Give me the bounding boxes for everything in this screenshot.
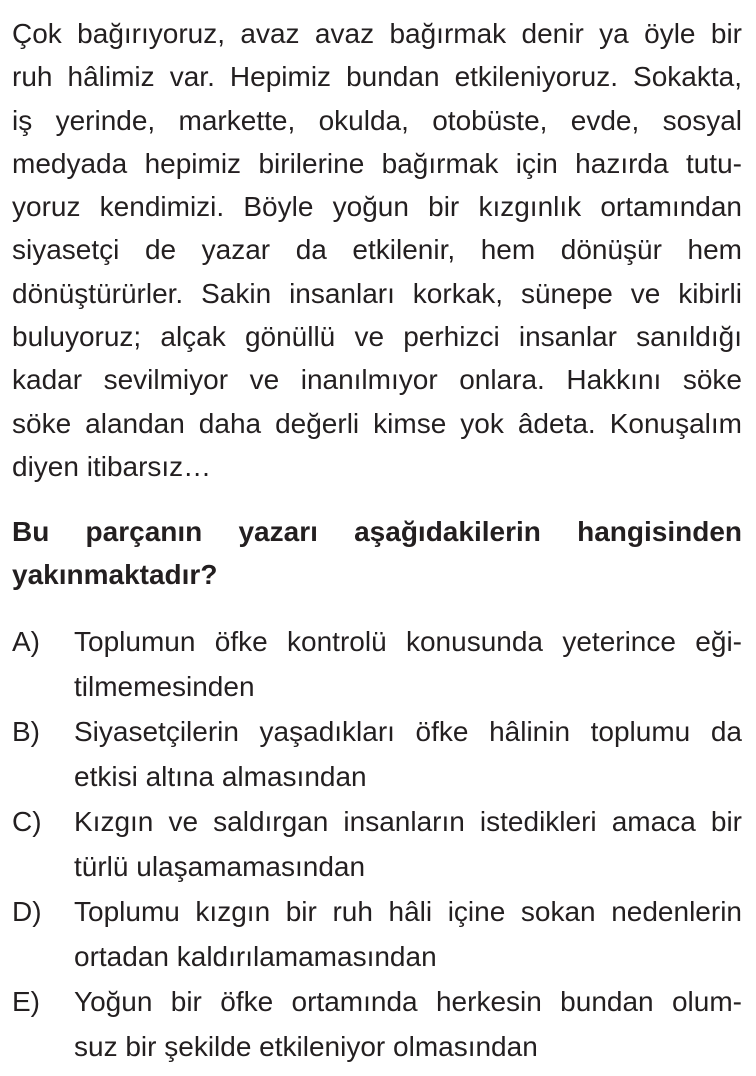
option-line: Toplumun öfke kontrolü konusunda yeterince eği- bbox=[74, 626, 742, 658]
option-d[interactable] bbox=[12, 890, 742, 980]
passage-line: ruh hâlimiz var. Hepimiz bundan etkileniyoruz. Sokakta, bbox=[12, 61, 742, 93]
option-line: Yoğun bir öfke ortamında herkesin bundan olum- bbox=[74, 986, 742, 1018]
option-line: Siyasetçilerin yaşadıkları öfke hâlinin toplumu da bbox=[74, 716, 742, 748]
option-line: etkisi altına almasından bbox=[74, 761, 367, 793]
reading-passage bbox=[12, 12, 742, 488]
option-letter: D) bbox=[12, 896, 42, 928]
option-c[interactable] bbox=[12, 800, 742, 890]
option-letter: B) bbox=[12, 716, 40, 748]
option-letter: E) bbox=[12, 986, 40, 1018]
passage-line: söke alandan daha değerli kimse yok âdeta. Konuşalım bbox=[12, 407, 742, 439]
passage-line: medyada hepimiz birilerine bağırmak için hazırda tutu- bbox=[12, 147, 742, 179]
option-line: türlü ulaşamamasından bbox=[74, 851, 366, 883]
option-text bbox=[74, 620, 742, 710]
option-line: suz bir şekilde etkileniyor olmasından bbox=[74, 1031, 538, 1063]
passage-line: iş yerinde, markette, okulda, otobüste, evde, sosyal bbox=[12, 104, 742, 136]
option-text bbox=[74, 800, 742, 890]
option-b[interactable] bbox=[12, 710, 742, 800]
option-line: Kızgın ve saldırgan insanların istedikleri amaca bir bbox=[74, 806, 742, 838]
question-page bbox=[12, 12, 742, 1070]
answer-options bbox=[12, 620, 742, 1070]
question-line: Bu parçanın yazarı aşağıdakilerin hangisinden bbox=[12, 516, 742, 548]
passage-line: kadar sevilmiyor ve inanılmıyor onlara. Hakkını söke bbox=[12, 364, 742, 396]
option-text bbox=[74, 890, 742, 980]
passage-line: buluyoruz; alçak gönüllü ve perhizci insanlar sanıldığı bbox=[12, 321, 742, 353]
option-line: tilmemesinden bbox=[74, 671, 255, 703]
passage-line: siyasetçi de yazar da etkilenir, hem dönüşür hem bbox=[12, 234, 742, 266]
option-line: ortadan kaldırılamamasından bbox=[74, 941, 437, 973]
passage-line: dönüştürürler. Sakin insanları korkak, sünepe ve kibirli bbox=[12, 277, 742, 309]
passage-line: yoruz kendimizi. Böyle yoğun bir kızgınlık ortamından bbox=[12, 191, 742, 223]
option-e[interactable] bbox=[12, 980, 742, 1070]
option-letter: C) bbox=[12, 806, 42, 838]
option-a[interactable] bbox=[12, 620, 742, 710]
option-text bbox=[74, 980, 742, 1070]
question-line: yakınmaktadır? bbox=[12, 559, 218, 591]
option-line: Toplumu kızgın bir ruh hâli içine sokan nedenlerin bbox=[74, 896, 742, 928]
option-letter: A) bbox=[12, 626, 40, 658]
passage-line: diyen itibarsız… bbox=[12, 450, 212, 482]
passage-line: Çok bağırıyoruz, avaz avaz bağırmak denir ya öyle bir bbox=[12, 18, 742, 49]
option-text bbox=[74, 710, 742, 800]
question-stem bbox=[12, 510, 742, 596]
